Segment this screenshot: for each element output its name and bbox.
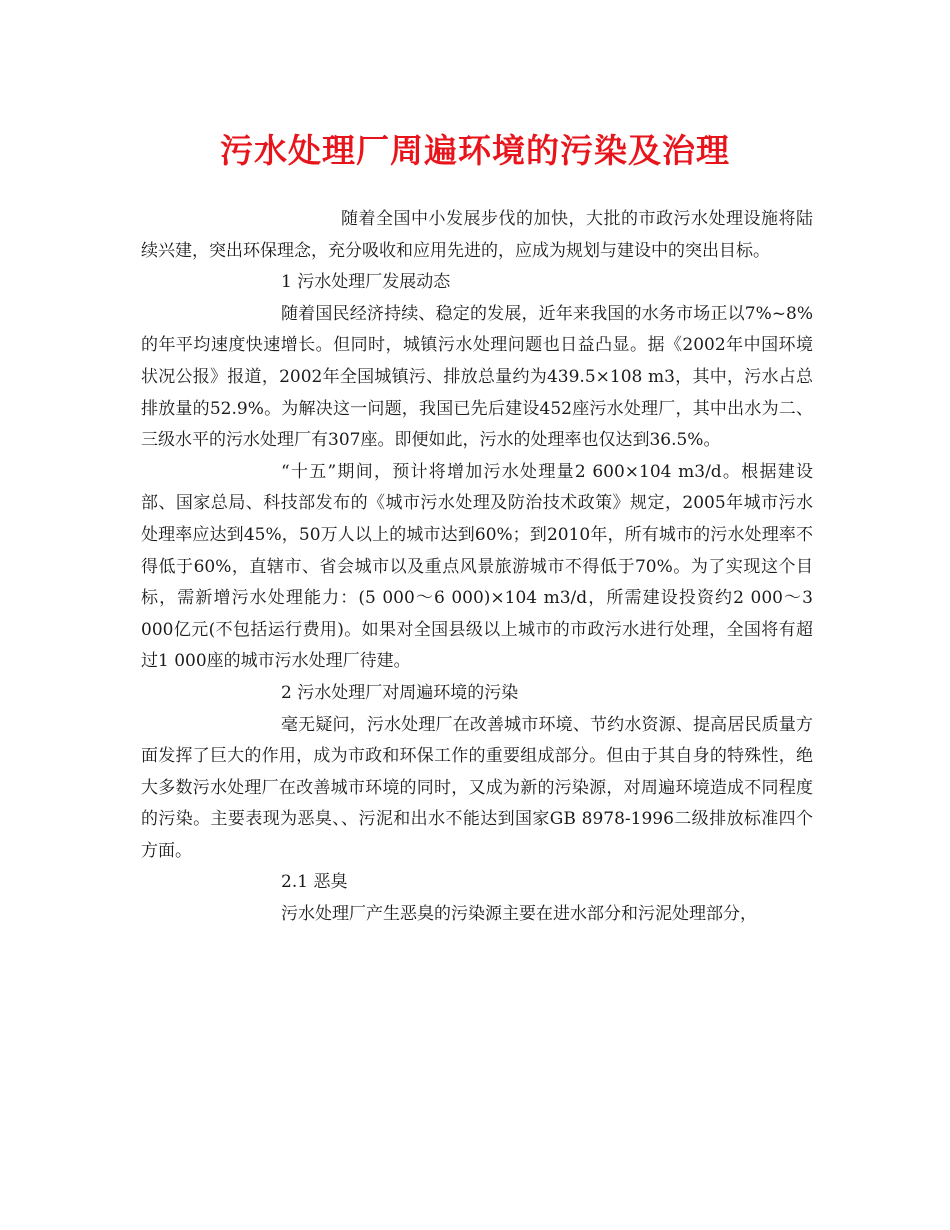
section-heading-2: 2 污水处理厂对周遍环境的污染 [281,682,519,703]
body-paragraph: 毫无疑问，污水处理厂在改善城市环境、节约水资源、提高居民质量方面发挥了巨大的作用，成为市政和环保工作的重要组成部分。但由于其自身的特殊性，绝大多数污水处理厂在改善城市环境的同时，又成为新的污染源，对周遍环境造成不同程度的污染。主要表现为恶臭、、污泥和出水不能达到国家GB 8978-1996二级排放标准四个方面。 [141,714,813,861]
subsection-heading-2-1: 2.1 恶臭 [281,872,348,893]
body-paragraph: 随着国民经济持续、稳定的发展，近年来我国的水务市场正以7%~8%的年平均速度快速增长。但同时，城镇污水处理问题也日益凸显。据《2002年中国环境状况公报》报道，2002年全国城镇污、排放总量约为439.5×108 m3，其中，污水占总排放量的52.9%。为解决这一问题，我国已先后建设452座污水处理厂，其中出水为二、三级水平的污水处理厂有307座。即便如此，污水的处理率也仅达到36.5%。 [141,303,813,451]
document-body [141,204,813,931]
intro-paragraph: 随着全国中小发展步伐的加快，大批的市政污水处理设施将陆续兴建，突出环保理念，充分吸收和应用先进的，应成为规划与建设中的突出目标。 [141,209,813,261]
body-paragraph: 污水处理厂产生恶臭的污染源主要在进水部分和污泥处理部分， [281,904,757,925]
document-title: 污水处理厂周遍环境的污染及治理 [220,131,730,170]
body-paragraph: “十五”期间，预计将增加污水处理量2 600×104 m3/d。根据建设部、国家总局、科技部发布的《城市污水处理及防治技术政策》规定，2005年城市污水处理率应达到45%，50万人以上的城市达到60%；到2010年，所有城市的污水处理率不得低于60%，直辖市、省会城市以及重点风景旅游城市不得低于70%。为了实现这个目标，需新增污水处理能力：(5 000～6 000)×104 m3/d，所需建设投资约2 000～3 000亿元(不包括运行费用)。如果对全国县级以上城市的市政污水进行处理，全国将有超过1 000座的城市污水处理厂待建。 [141,461,813,672]
section-heading-1: 1 污水处理厂发展动态 [281,272,451,293]
